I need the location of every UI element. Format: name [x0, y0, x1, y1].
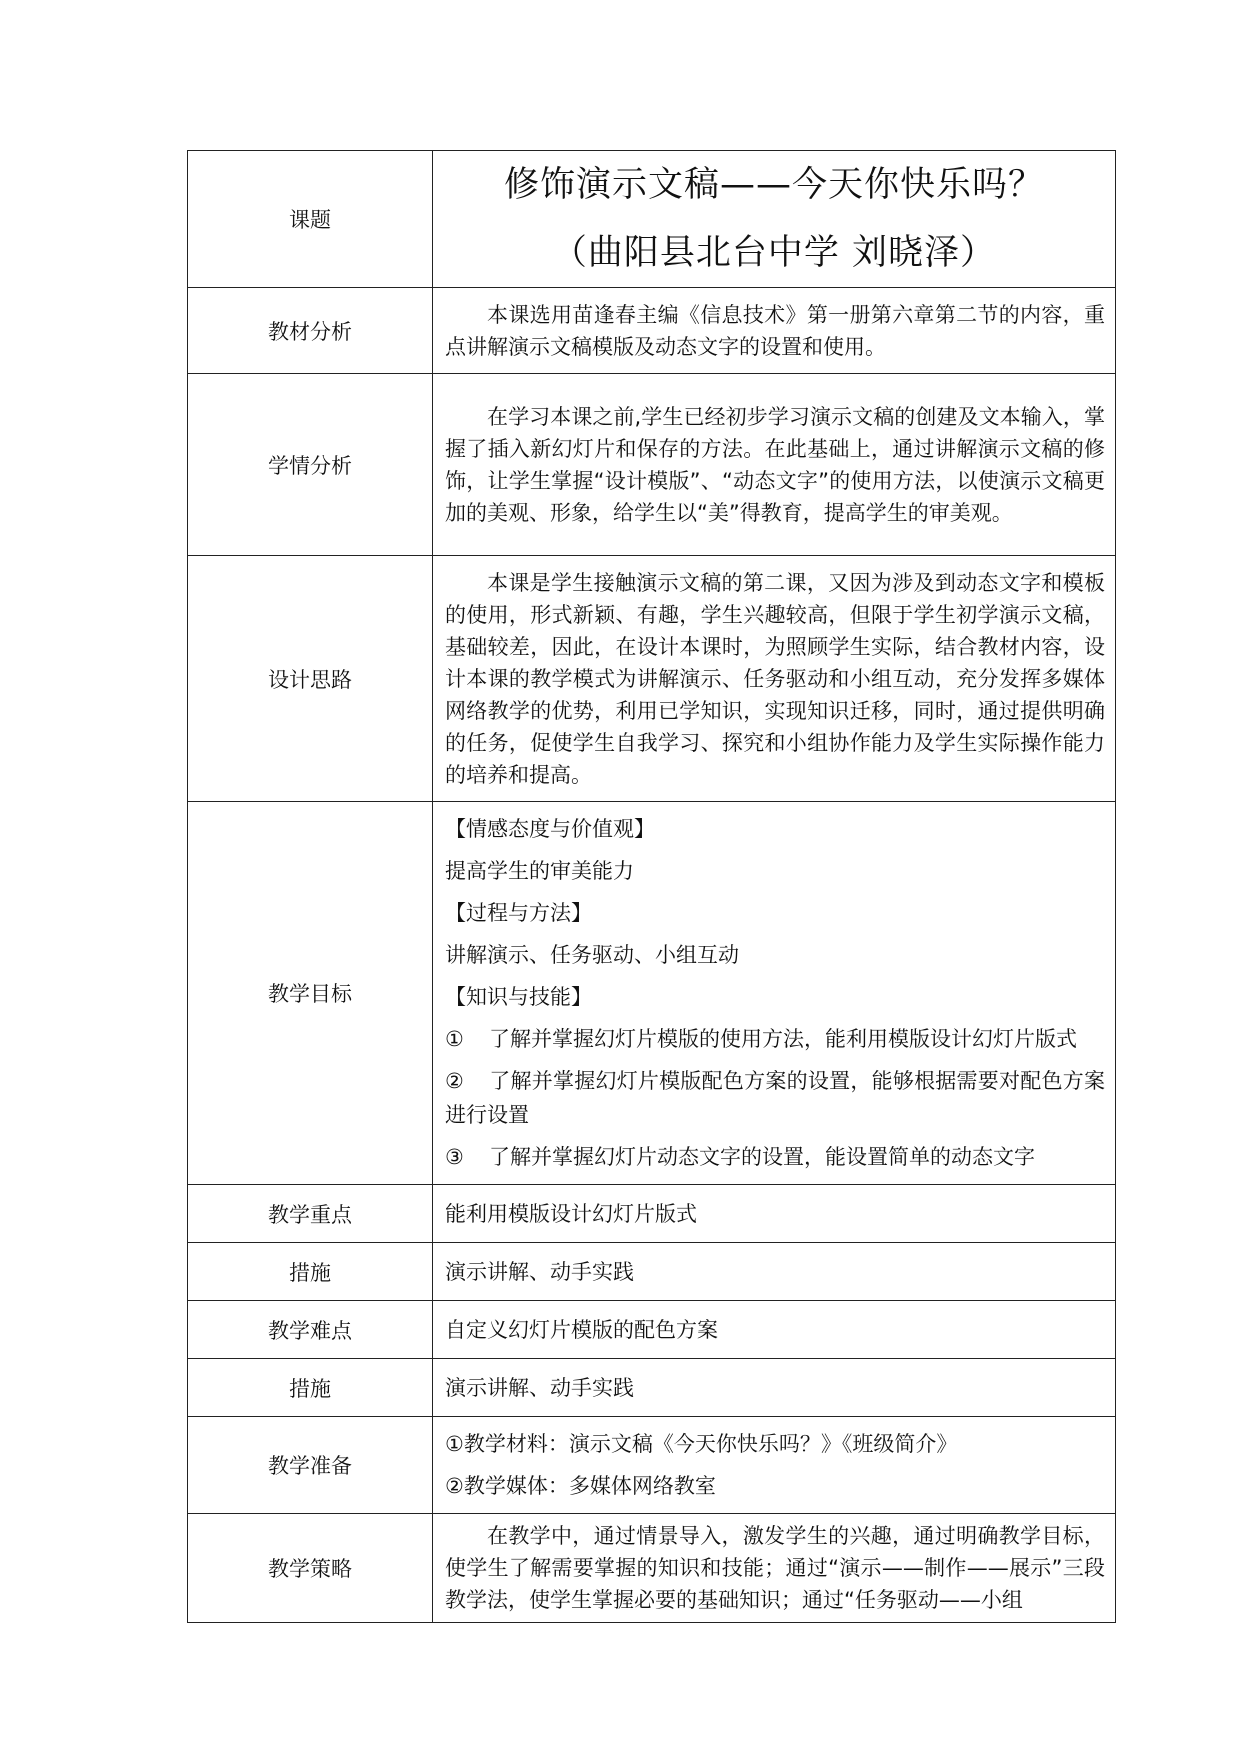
process-heading: 【过程与方法】 [445, 901, 592, 925]
objective-number: ① [445, 1027, 464, 1051]
process-text: 讲解演示、任务驱动、小组互动 [445, 943, 739, 967]
row-material [188, 288, 1116, 374]
objectives-cell [433, 802, 1116, 1185]
lesson-author: （曲阳县北台中学 刘晓泽） [551, 233, 997, 273]
objective-item-3 [445, 1136, 1105, 1178]
difficulty-cell [433, 1301, 1116, 1359]
knowledge-heading: 【知识与技能】 [445, 985, 592, 1009]
label-preparation: 教学准备 [188, 1417, 433, 1514]
label-material: 教材分析 [188, 288, 433, 374]
objective-item-2 [445, 1060, 1105, 1136]
emotion-text: 提高学生的审美能力 [445, 859, 634, 883]
strategy-text: 在教学中，通过情景导入，激发学生的兴趣，通过明确教学目标，使学生了解需要掌握的知识和技能；通过“演示——制作——展示”三段教学法，使学生掌握必要的基础知识；通过“任务驱动——小组 [445, 1524, 1105, 1612]
material-cell [433, 288, 1116, 374]
row-design [188, 556, 1116, 802]
row-strategy [188, 1514, 1116, 1623]
row-objectives [188, 802, 1116, 1185]
label-title: 课题 [188, 151, 433, 288]
objective-number: ③ [445, 1145, 464, 1169]
measure-1-cell [433, 1243, 1116, 1301]
measure-1-text: 演示讲解、动手实践 [445, 1259, 634, 1284]
measure-2-cell [433, 1359, 1116, 1417]
row-measure-2 [188, 1359, 1116, 1417]
objective-text: 了解并掌握幻灯片动态文字的设置，能设置简单的动态文字 [489, 1145, 1035, 1169]
key-point-text: 能利用模版设计幻灯片版式 [445, 1201, 697, 1226]
objective-text: 了解并掌握幻灯片模版配色方案的设置，能够根据需要对配色方案进行设置 [445, 1069, 1105, 1127]
preparation-line-1: ①教学材料：演示文稿《今天你快乐吗？》《班级简介》 [445, 1432, 958, 1456]
emotion-heading: 【情感态度与价值观】 [445, 817, 655, 841]
preparation-line-2: ②教学媒体：多媒体网络教室 [445, 1474, 716, 1498]
lesson-plan-table [187, 150, 1116, 1623]
objective-item-1 [445, 1018, 1105, 1060]
row-difficulty [188, 1301, 1116, 1359]
lesson-title: 修饰演示文稿——今天你快乐吗？ [503, 165, 1044, 205]
students-text: 在学习本课之前,学生已经初步学习演示文稿的创建及文本输入，掌握了插入新幻灯片和保存的方法。在此基础上，通过讲解演示文稿的修饰，让学生掌握“设计模版”、“动态文字”的使用方法，以使演示文稿更加的美观、形象，给学生以“美”得教育，提高学生的审美观。 [445, 404, 1105, 525]
label-measure-2: 措施 [188, 1359, 433, 1417]
measure-2-text: 演示讲解、动手实践 [445, 1375, 634, 1400]
objective-text: 了解并掌握幻灯片模版的使用方法，能利用模版设计幻灯片版式 [489, 1027, 1077, 1051]
title-cell [433, 151, 1116, 288]
label-strategy: 教学策略 [188, 1514, 433, 1623]
label-objectives: 教学目标 [188, 802, 433, 1185]
row-preparation [188, 1417, 1116, 1514]
label-design: 设计思路 [188, 556, 433, 802]
key-point-cell [433, 1185, 1116, 1243]
preparation-cell [433, 1417, 1116, 1514]
material-text: 本课选用苗逢春主编《信息技术》第一册第六章第二节的内容，重点讲解演示文稿模版及动态文字的设置和使用。 [445, 302, 1105, 359]
label-students: 学情分析 [188, 374, 433, 556]
difficulty-text: 自定义幻灯片模版的配色方案 [445, 1317, 718, 1342]
objective-number: ② [445, 1069, 464, 1093]
design-cell [433, 556, 1116, 802]
label-key-point: 教学重点 [188, 1185, 433, 1243]
row-students [188, 374, 1116, 556]
label-measure-1: 措施 [188, 1243, 433, 1301]
students-cell [433, 374, 1116, 556]
row-key-point [188, 1185, 1116, 1243]
row-title [188, 151, 1116, 288]
strategy-cell [433, 1514, 1116, 1623]
row-measure-1 [188, 1243, 1116, 1301]
label-difficulty: 教学难点 [188, 1301, 433, 1359]
design-text: 本课是学生接触演示文稿的第二课，又因为涉及到动态文字和模板的使用，形式新颖、有趣，学生兴趣较高，但限于学生初学演示文稿，基础较差，因此，在设计本课时，为照顾学生实际，结合教材内容，设计本课的教学模式为讲解演示、任务驱动和小组互动，充分发挥多媒体网络教学的优势，利用已学知识，实现知识迁移，同时，通过提供明确的任务，促使学生自我学习、探究和小组协作能力及学生实际操作能力的培养和提高。 [445, 570, 1105, 787]
